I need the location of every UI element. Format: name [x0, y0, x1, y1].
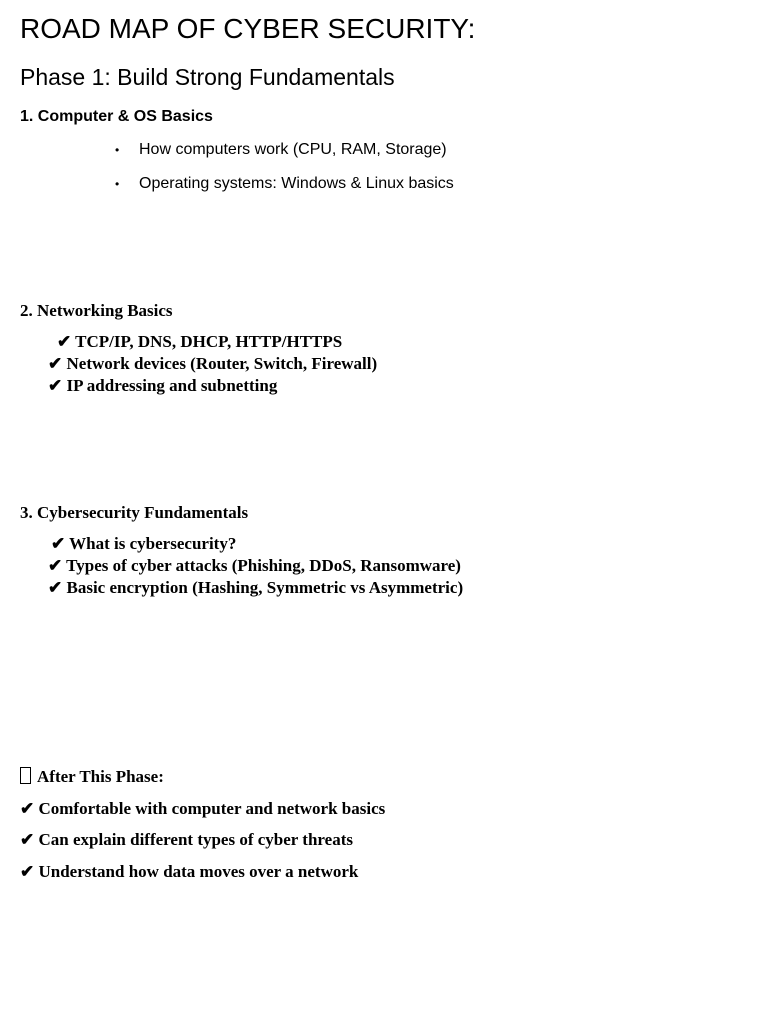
bullet-icon: •	[115, 177, 120, 191]
after-phase-heading-text: After This Phase:	[37, 767, 164, 786]
missing-glyph-box-icon	[20, 767, 31, 784]
list-item: ✔ Basic encryption (Hashing, Symmetric vs Asymmetric)	[48, 578, 464, 597]
list-item: ✔ Network devices (Router, Switch, Firewall)	[48, 354, 378, 373]
phase-heading: Phase 1: Build Strong Fundamentals	[20, 64, 395, 90]
list-item: ✔ TCP/IP, DNS, DHCP, HTTP/HTTPS	[57, 332, 343, 351]
list-item: ✔ Can explain different types of cyber threats	[20, 830, 353, 849]
section-heading-cybersecurity: 3. Cybersecurity Fundamentals	[20, 503, 249, 522]
list-item-text: How computers work (CPU, RAM, Storage)	[139, 141, 447, 158]
list-item: ✔ Types of cyber attacks (Phishing, DDoS, Ransomware)	[48, 556, 461, 575]
list-item: ✔ IP addressing and subnetting	[48, 376, 278, 395]
list-item: ✔ What is cybersecurity?	[51, 534, 237, 553]
bullet-icon: •	[115, 143, 120, 157]
list-item-text: Operating systems: Windows & Linux basics	[139, 175, 454, 192]
document-title: ROAD MAP OF CYBER SECURITY:	[20, 13, 476, 44]
list-item: ✔ Understand how data moves over a network	[20, 862, 359, 881]
after-phase-heading	[20, 766, 164, 788]
section-heading-networking: 2. Networking Basics	[20, 301, 173, 320]
list-item: ✔ Comfortable with computer and network basics	[20, 799, 386, 818]
list-item	[115, 174, 454, 194]
list-item	[115, 140, 447, 160]
section-heading-computer-os: 1. Computer & OS Basics	[20, 108, 213, 125]
